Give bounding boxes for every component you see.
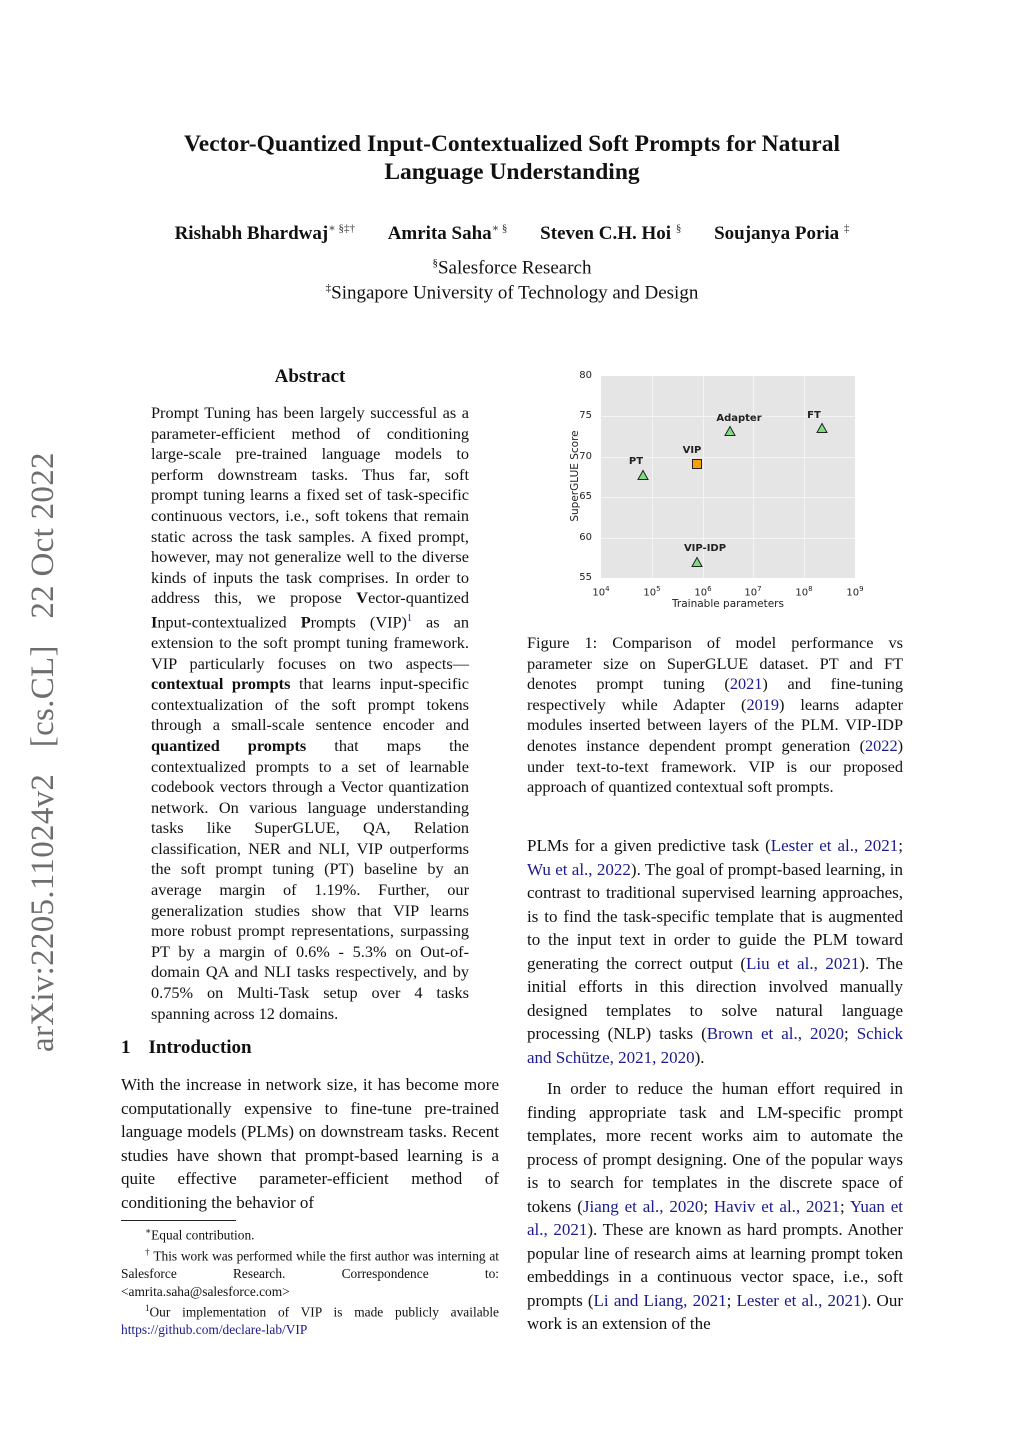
text-run: ) and fine-tuning respectively while Adapter ( [527,674,903,714]
footnote-text: Equal contribution. [151,1227,255,1243]
affiliation-mark: § [432,257,438,269]
author [388,223,508,244]
text-run: contextual prompts [151,674,291,694]
gridline [753,376,754,578]
abstract-text [151,403,469,1024]
text-run: Prompt Tuning has been largely successful as a parameter-efficient method of conditioning large-scale pre-trained language models to perform downstream tasks. Thus far, soft prompt tuning learns a fixed set of task-specific continuous vectors, i.e., soft tokens that remain static across the task samples. A fixed prompt, however, may not generalize well to the diverse kinds of inputs the task comprises. In order to address this, we propose [151,403,469,608]
text-run: ector-quantized [368,588,469,608]
arxiv-date: 22 Oct 2022 [25,452,61,619]
footnote-text: Our implementation of VIP is made publicly available [149,1304,499,1320]
affiliation [100,282,924,304]
citation-link[interactable]: Lester et al., 2021 [770,836,899,855]
gridline [804,376,805,578]
affiliation-mark: ‡ [325,282,332,294]
author-name: Soujanya Poria [714,223,840,245]
section-title: Introduction [148,1037,252,1058]
arxiv-stamp [25,452,75,1052]
footnote-ref[interactable]: 1 [406,612,412,624]
citation-link[interactable]: Jiang et al., 2020 [582,1196,704,1216]
affiliation-name: Salesforce Research [437,257,592,279]
triangle-marker-icon [724,426,736,437]
text-run: ). These are known as hard prompts. Another popular line of research aims at learning prompt token embeddings in a continuous vector space, i.e., soft prompts ( [527,1220,903,1310]
citation-link[interactable]: 2022 [865,735,898,755]
point-label-vip-idp: VIP-IDP [683,543,727,554]
gridline [652,376,653,578]
y-axis-label: SuperGLUE Score [569,430,581,522]
footnote-text: This work was performed while the first author was interning at Salesforce Research. Correspondence to: <amrita.saha@salesforce.com> [121,1248,499,1299]
citation-link[interactable]: Brown et al., 2020 [706,1024,844,1043]
triangle-marker-icon [816,423,828,434]
footnote-mark: 1 [145,1303,150,1314]
x-tick: $10^8$ [795,585,813,599]
author-list [100,222,924,245]
paper-title [130,130,894,186]
citation-link[interactable]: Wu et al., 2022 [527,859,631,879]
gridline [601,497,855,498]
text-run: ). The goal of prompt-based learning, in contrast to traditional supervised learning approaches, is to find the task-specific template that is augmented to the input text in order to guide the PLM toward generating the correct output ( [527,859,903,973]
abstract-body [151,403,469,1024]
author-marks: ‡ [843,223,850,235]
footnote [121,1300,499,1339]
footnote-mark: † [145,1247,150,1258]
text-run: I [151,612,158,632]
arxiv-id: arXiv:2205.11024v2 [25,773,61,1052]
github-link[interactable]: https://github.com/declare-lab/VIP [121,1322,308,1338]
figure-1-chart [560,365,880,615]
y-tick: 70 [579,451,592,462]
citation-link[interactable]: 2021 [729,674,763,694]
citation-link[interactable]: Haviv et al., 2021 [713,1196,841,1216]
text-run: V [356,588,369,608]
abstract-heading: Abstract [274,366,346,387]
text-run: ) under text-to-text framework. VIP is our proposed approach of quantized contextual soft prompts. [527,735,903,797]
text-run: ). The initial efforts in this direction involved manually designed templates to solve natural language processing (NLP) tasks ( [527,953,903,1043]
author-name: Steven C.H. Hoi [540,223,672,245]
section-heading [121,1037,252,1059]
paragraph [527,1077,903,1336]
text-run: ; [840,1196,850,1216]
x-axis-label: Trainable parameters [672,598,784,610]
y-tick: 65 [579,491,592,502]
y-tick: 75 [579,410,592,421]
paragraph [527,834,903,1069]
triangle-marker-icon [691,557,703,568]
text-run: Figure 1: Comparison of model performance vs parameter size on SuperGLUE dataset. PT and FT denotes prompt tuning ( [527,633,903,694]
point-label-ft: FT [807,410,821,421]
text-run: In order to reduce the human effort required in finding appropriate task and LM-specific prompt templates, more recent works aim to automate the process of prompt designing. One of the popular ways is to search for templates in the discrete space of tokens ( [527,1079,903,1216]
footnote [121,1223,499,1244]
footnotes [121,1223,499,1339]
citation-link[interactable]: Schick and Schütze, 2021, 2020 [527,1024,903,1067]
text-run: ). Our work is an extension of the [527,1290,903,1333]
footnote [121,1244,499,1300]
x-tick: $10^7$ [744,585,762,599]
citation-link[interactable]: 2019 [746,694,780,714]
y-tick: 55 [579,572,592,583]
text-run: as an extension to the soft prompt tuning framework. VIP particularly focuses on two aspects— [151,612,469,673]
point-label-pt: PT [628,456,644,467]
text-run: that maps the contextualized prompts to a set of learnable codebook vectors through a Vector quantization network. On various language understanding tasks like SuperGLUE, QA, Relation classification, NER and NLI, VIP outperforms the soft prompt tuning (PT) baseline by an average margin of 1.19%. Further, our generalization studies show that VIP learns more robust prompt representations, surpassing PT by a margin of 0.6% - 5.3% on Out-of-domain QA and NLI tasks respectively, and by 0.75% on Multi-Task setup over 4 tasks spanning across 12 domains. [151,735,469,1023]
text-run: ; [898,836,904,855]
citation-link[interactable]: Liu et al., 2021 [746,953,860,973]
text-run: ; [703,1196,714,1216]
citation-link[interactable]: Lester et al., 2021 [736,1290,862,1310]
author-marks: ∗ § [491,223,508,235]
text-run: that learns input-specific contextualization of the soft prompt tokens through a small-scale sentence encoder and [151,674,469,735]
author-marks: § [675,223,682,235]
citation-link[interactable]: Yuan et al., 2021 [527,1196,903,1239]
arxiv-category: [cs.CL] [25,645,61,748]
text-run: rompts (VIP) [310,612,407,632]
x-tick: $10^5$ [643,585,661,599]
author-name: Amrita Saha [387,223,492,245]
title-line-1: Vector-Quantized Input-Contextualized Soft Prompts for Natural [183,131,840,157]
text-run: ; [844,1024,857,1043]
text-run: quantized prompts [151,735,307,755]
affiliation [100,257,924,279]
text-run: ; [726,1290,737,1310]
text-run: ). [694,1047,705,1067]
text-run: PLMs for a given predictive task ( [527,836,771,855]
title-line-2: Language Understanding [384,159,640,185]
affiliation-name: Singapore University of Technology and Design [331,282,699,304]
author-name: Rishabh Bhardwaj [174,223,329,245]
point-label-adapter: Adapter [716,413,762,424]
author [175,223,355,244]
intro-text: With the increase in network size, it has become more computationally expensive to fine-tune pre-trained language models (PLMs) on downstream tasks. Recent studies have shown that prompt-based learning is a quite effective parameter-efficient method of conditioning the behavior of [121,1075,499,1212]
triangle-marker-icon [637,470,649,481]
text-run: ) learns adapter modules inserted between layers of the PLM. VIP-IDP denotes instance dependent prompt generation ( [527,694,904,755]
point-label-vip: VIP [682,445,702,456]
plot-area [601,376,855,578]
gridline [601,538,855,539]
y-tick: 60 [579,532,592,543]
text-run: P [300,612,311,632]
author [540,223,681,244]
footnote-divider [121,1220,236,1221]
citation-link[interactable]: Li and Liang, 2021 [593,1290,727,1310]
text-run: nput-contextualized [157,612,301,632]
footnote-mark: ∗ [145,1226,152,1236]
figure-caption [527,633,903,798]
section-number: 1 [121,1037,131,1058]
intro-continued [527,834,903,1336]
author [714,223,849,244]
x-tick: $10^4$ [592,585,610,599]
x-tick: $10^9$ [846,585,864,599]
square-marker-icon [692,459,703,470]
y-tick: 80 [579,370,592,381]
author-marks: ∗ §‡† [328,223,355,235]
x-tick: $10^6$ [694,585,712,599]
